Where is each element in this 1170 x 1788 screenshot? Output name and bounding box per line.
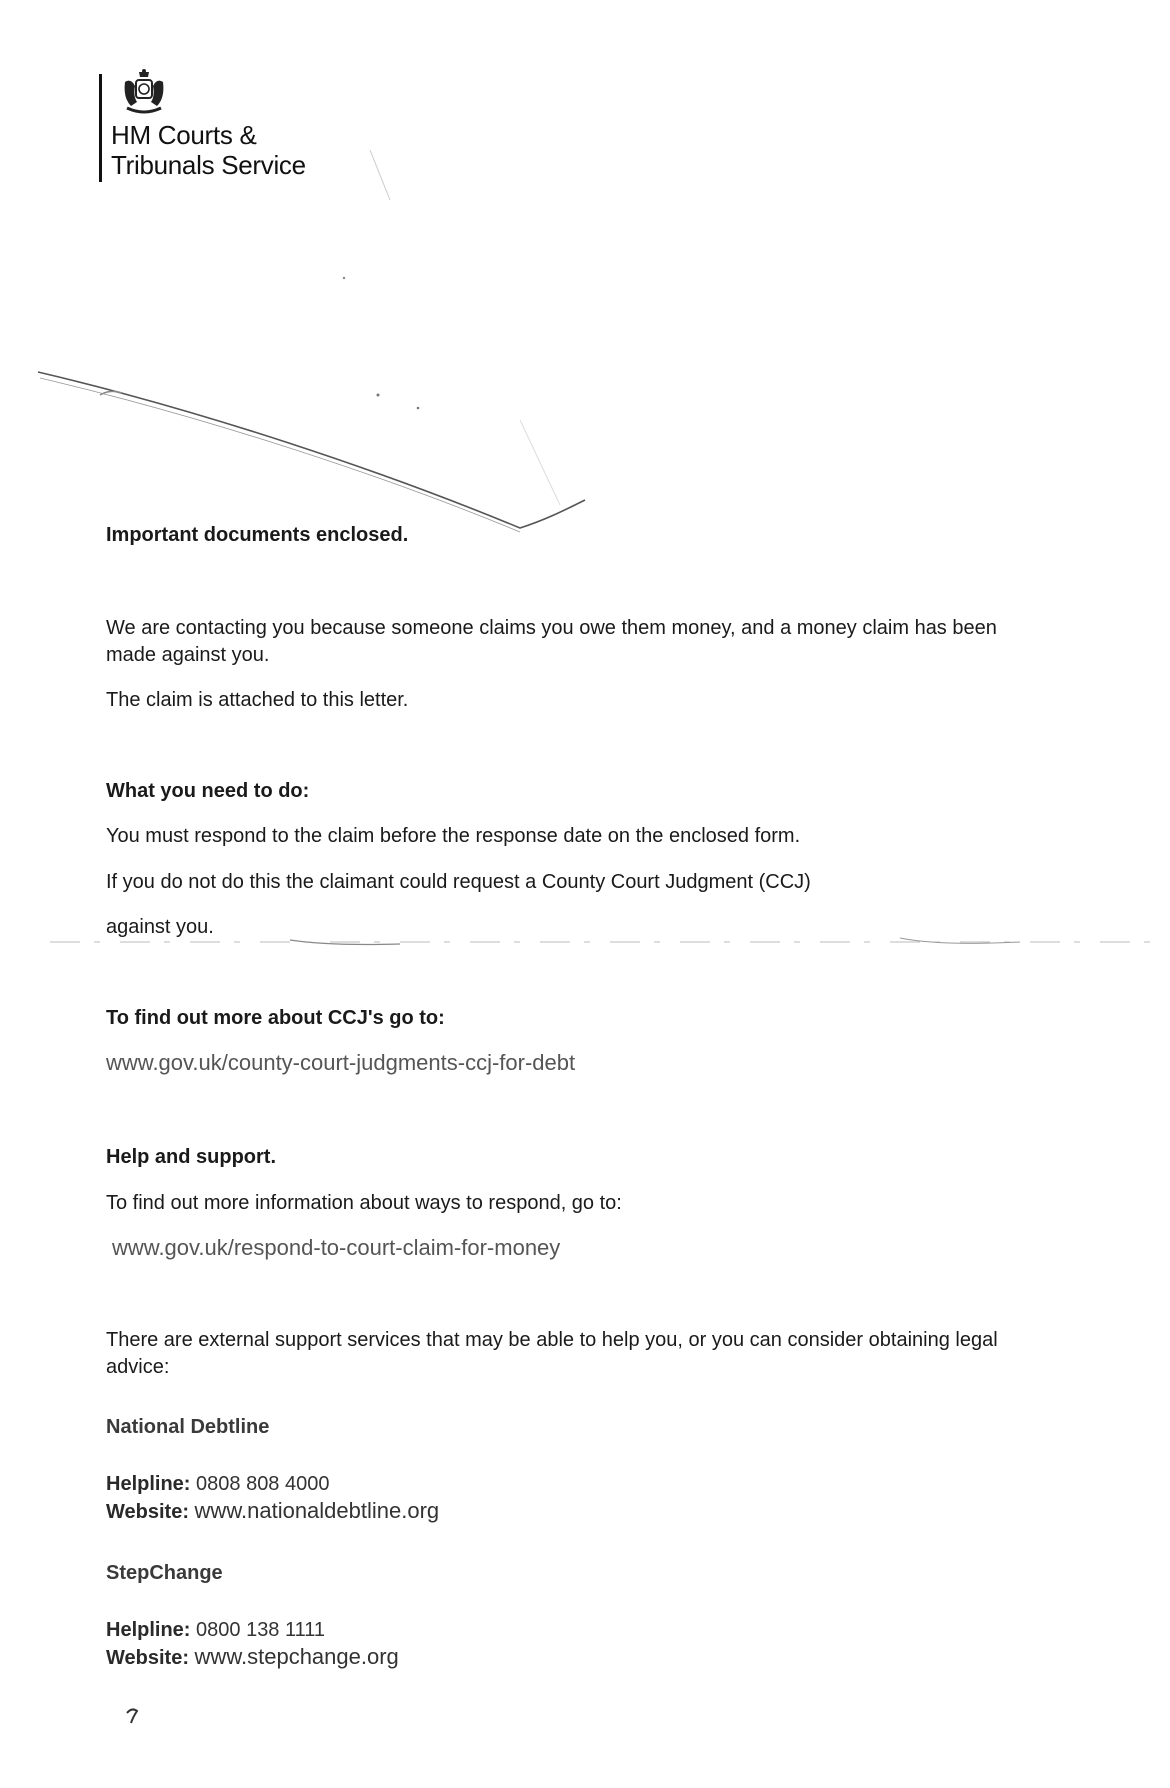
service-helpline-row (106, 1617, 325, 1643)
helpline-number: 0808 808 4000 (196, 1473, 330, 1495)
ccj-warning-line-2: against you. (106, 916, 214, 938)
help-support-text: To find out more information about ways to respond, go to: (106, 1192, 622, 1214)
intro-line-2: made against you. (106, 644, 270, 666)
helpline-label: Helpline: (106, 1473, 191, 1495)
service-website-row (106, 1644, 399, 1671)
respond-instruction: You must respond to the claim before the response date on the enclosed form. (106, 825, 801, 847)
logo-line-2: Tribunals Service (111, 150, 306, 180)
claim-attached-text: The claim is attached to this letter. (106, 689, 409, 711)
helpline-number: 0800 138 1111 (196, 1619, 326, 1641)
intro-line-1: We are contacting you because someone claims you owe them money, and a money claim has been (106, 617, 997, 639)
website-label: Website: (106, 1501, 189, 1523)
external-support-line-2: advice: (106, 1356, 170, 1378)
ccj-info-link[interactable]: www.gov.uk/county-court-judgments-ccj-for-debt (106, 1050, 576, 1075)
helpline-label: Helpline: (106, 1619, 191, 1641)
logo-divider (99, 74, 102, 182)
website-link[interactable]: www.nationaldebtline.org (194, 1498, 440, 1523)
logo-wordmark (111, 120, 306, 180)
website-label: Website: (106, 1647, 189, 1669)
service-helpline-row (106, 1471, 329, 1497)
ccj-info-heading: To find out more about CCJ's go to: (106, 1007, 445, 1029)
royal-coat-of-arms-icon (121, 68, 167, 114)
respond-claim-link[interactable]: www.gov.uk/respond-to-court-claim-for-money (112, 1235, 561, 1260)
what-to-do-heading: What you need to do: (106, 780, 310, 802)
external-support-line-1: There are external support services that may be able to help you, or you can consider obtaining legal (106, 1329, 998, 1351)
logo-line-1: HM Courts & (111, 120, 257, 150)
service-name-stepchange: StepChange (106, 1562, 223, 1584)
enclosed-heading: Important documents enclosed. (106, 524, 409, 546)
help-support-heading: Help and support. (106, 1146, 276, 1168)
website-link[interactable]: www.stepchange.org (194, 1644, 399, 1669)
service-website-row (106, 1498, 439, 1525)
ccj-warning-line-1: If you do not do this the claimant could request a County Court Judgment (CCJ) (106, 871, 811, 893)
service-name-national-debtline: National Debtline (106, 1416, 270, 1438)
